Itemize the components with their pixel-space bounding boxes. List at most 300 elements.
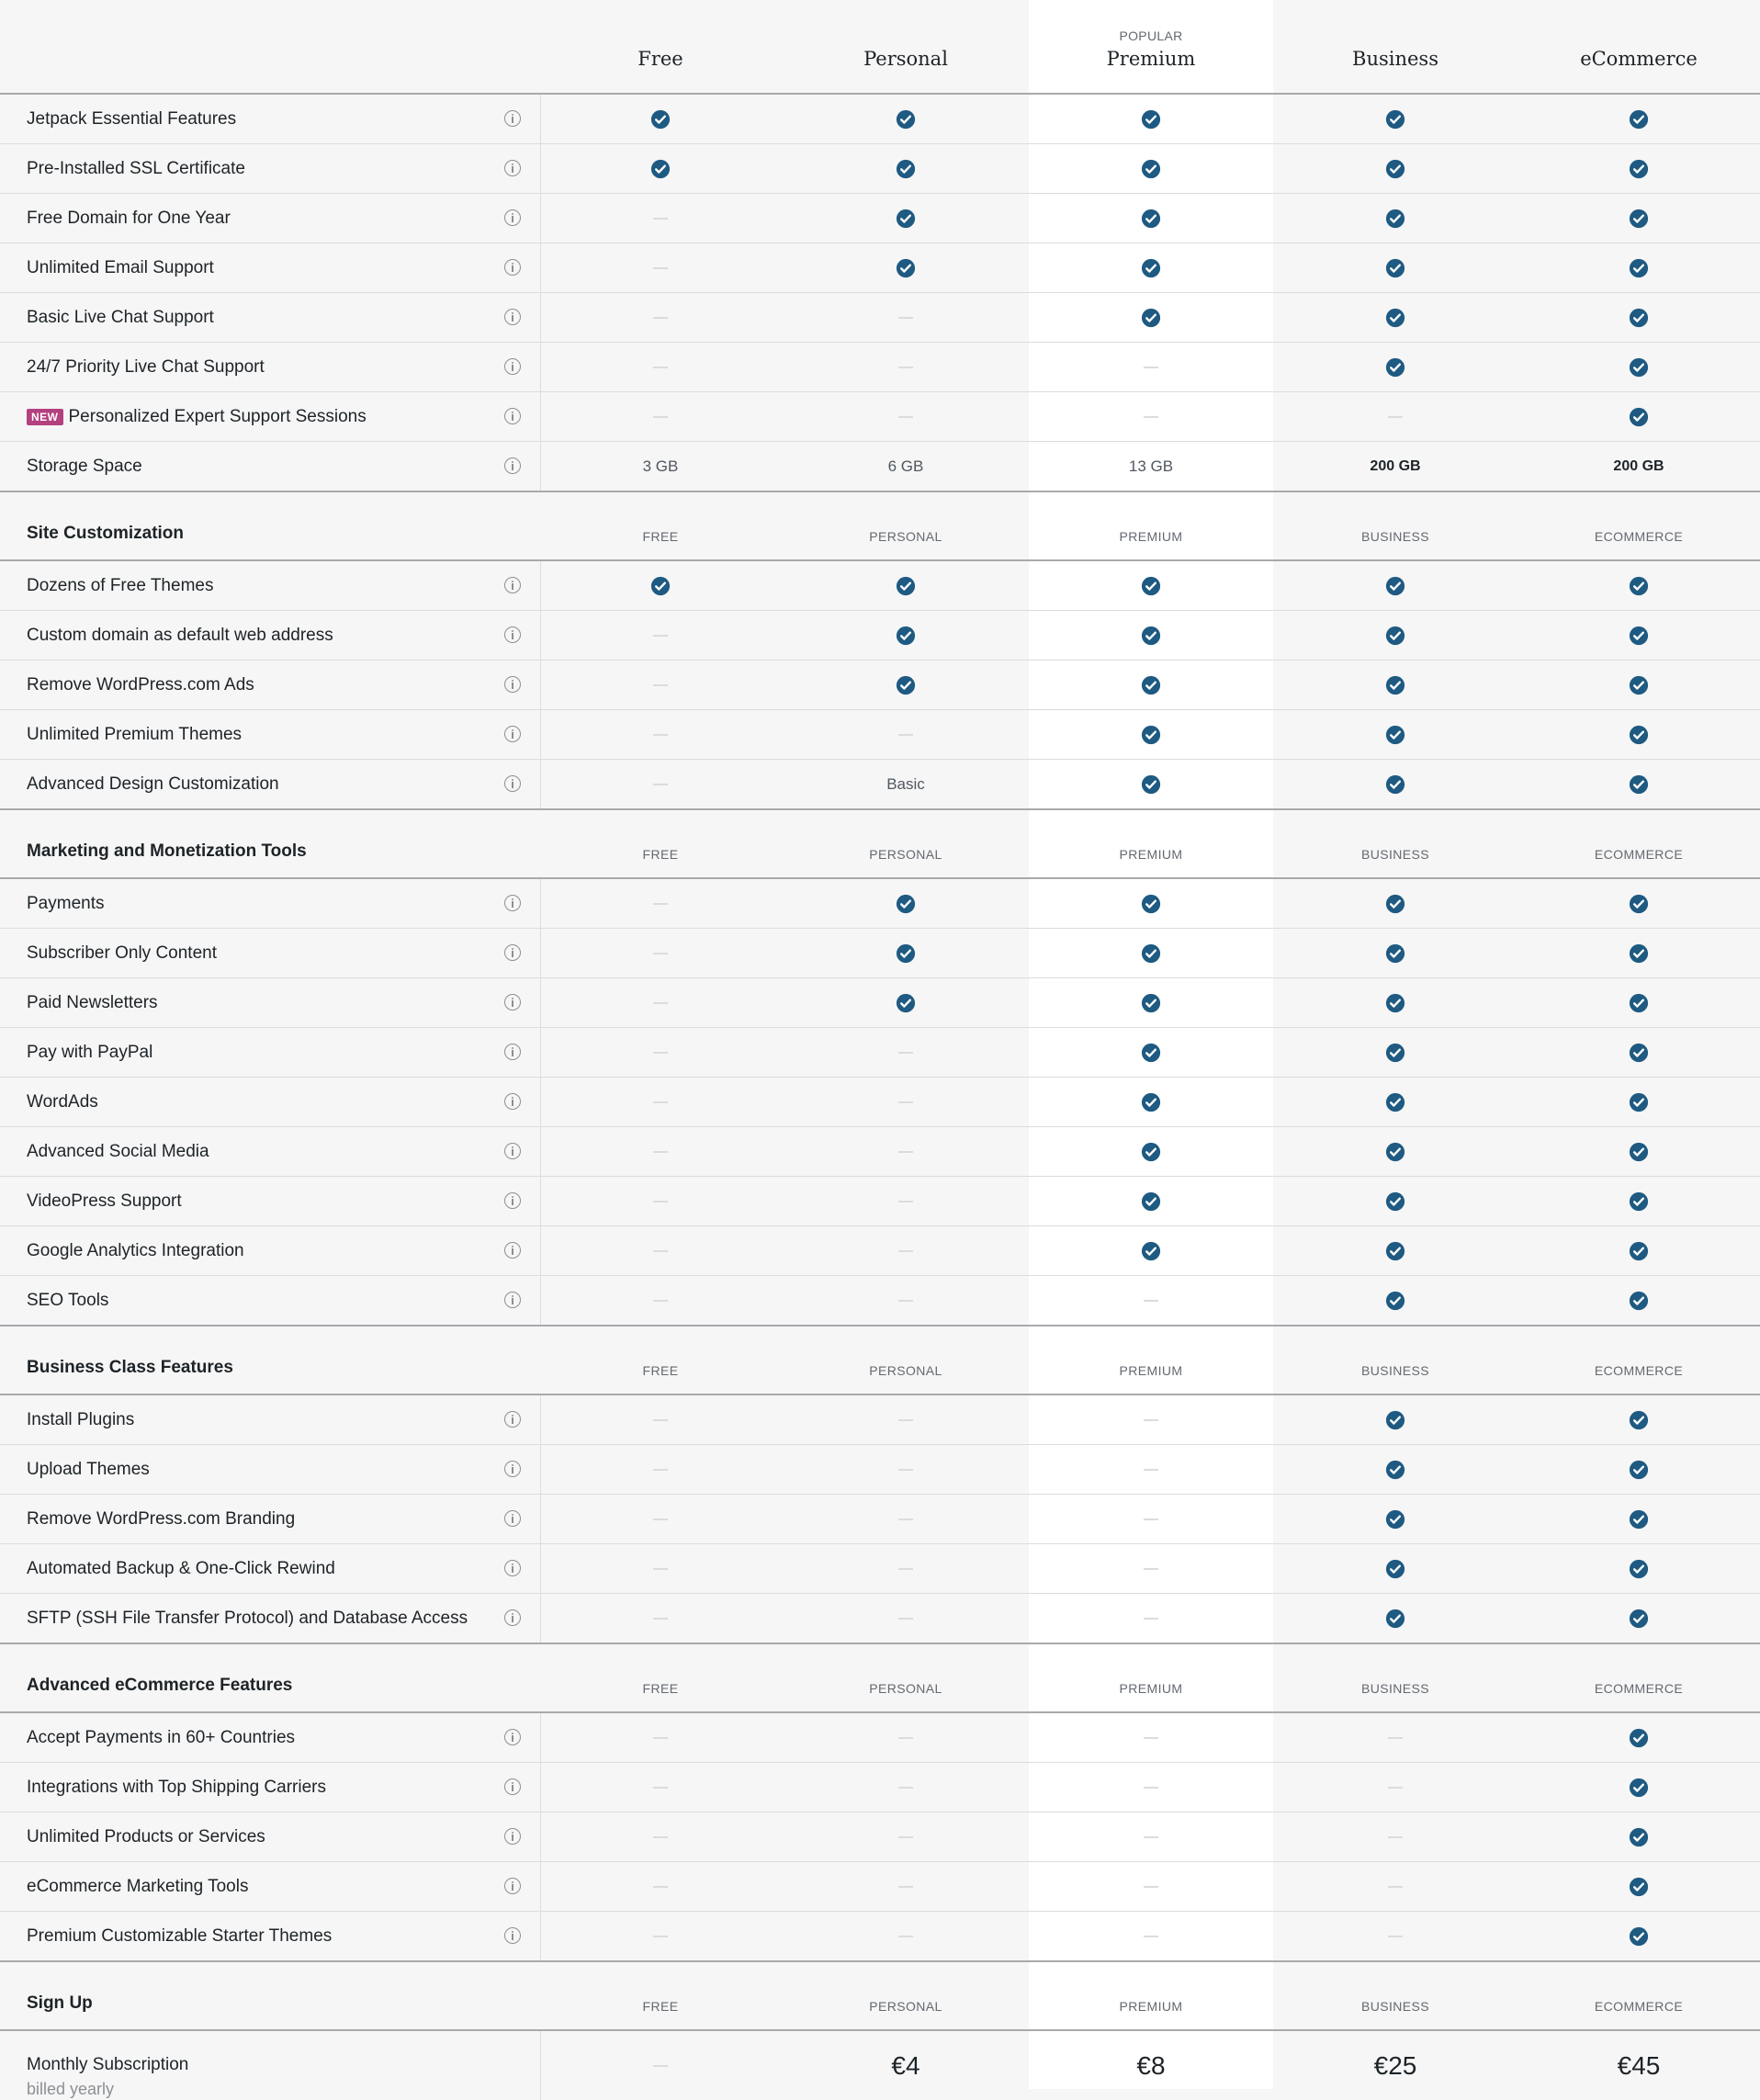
cell-premium — [1029, 561, 1273, 610]
feature-label — [27, 1127, 209, 1176]
feature-label-text: Unlimited Products or Services — [27, 1826, 265, 1846]
price-premium — [1029, 2031, 1273, 2100]
not-included-dash — [898, 1201, 913, 1202]
cell-ecommerce — [1517, 879, 1760, 928]
price-ecommerce — [1517, 2031, 1760, 2100]
cell-premium — [1029, 1226, 1273, 1275]
check-circle-icon — [1629, 1877, 1649, 1897]
cell-business — [1273, 1028, 1517, 1077]
check-circle-icon — [1629, 943, 1649, 964]
cell-business — [1273, 243, 1517, 292]
plan-short-label: PERSONAL — [869, 1999, 942, 2014]
feature-label-text: Advanced Design Customization — [27, 773, 279, 794]
cell-ecommerce — [1517, 1862, 1760, 1911]
not-included-dash — [898, 1787, 913, 1789]
info-icon[interactable] — [504, 209, 521, 226]
not-included-dash — [898, 734, 913, 736]
cell-business — [1273, 1812, 1517, 1861]
feature-row — [0, 660, 1760, 710]
info-icon[interactable] — [504, 1242, 521, 1259]
check-circle-icon — [1141, 109, 1161, 130]
cell-business — [1273, 929, 1517, 977]
cell-free — [538, 978, 783, 1027]
section-heading — [0, 810, 1760, 879]
cell-free — [538, 1544, 783, 1593]
check-circle-icon — [1629, 1926, 1649, 1947]
cell-personal — [784, 929, 1028, 977]
check-circle-icon — [1629, 209, 1649, 229]
check-circle-icon — [1385, 943, 1405, 964]
info-icon[interactable] — [504, 577, 521, 593]
feature-label-text: Install Plugins — [27, 1409, 135, 1429]
check-circle-icon — [1629, 1241, 1649, 1261]
feature-label-text: Remove WordPress.com Branding — [27, 1508, 296, 1529]
plan-label-cell — [1029, 1327, 1273, 1394]
cell-business — [1273, 144, 1517, 193]
feature-label — [27, 1078, 98, 1126]
feature-label — [27, 293, 214, 342]
feature-row — [0, 1445, 1760, 1495]
feature-label-text: Accept Payments in 60+ Countries — [27, 1727, 296, 1747]
cell-free — [538, 442, 783, 491]
check-circle-icon — [1385, 675, 1405, 695]
feature-row — [0, 929, 1760, 978]
feature-label — [27, 442, 142, 491]
feature-row — [0, 442, 1760, 492]
cell-personal — [784, 293, 1028, 342]
plan-short-label: PREMIUM — [1119, 847, 1183, 862]
check-circle-icon — [896, 993, 916, 1013]
not-included-dash — [1388, 1936, 1403, 1937]
not-included-dash — [898, 1101, 913, 1103]
not-included-dash — [1144, 1737, 1158, 1739]
not-included-dash — [653, 784, 668, 785]
not-included-dash — [1388, 1787, 1403, 1789]
cell-premium — [1029, 144, 1273, 193]
cell-ecommerce — [1517, 1445, 1760, 1494]
info-icon[interactable] — [504, 309, 521, 325]
cell-premium — [1029, 660, 1273, 709]
not-included-dash — [653, 1300, 668, 1302]
cell-free — [538, 1594, 783, 1643]
feature-label — [27, 95, 236, 143]
not-included-dash — [898, 1419, 913, 1421]
cell-business — [1273, 442, 1517, 491]
feature-row — [0, 1495, 1760, 1544]
cell-premium — [1029, 1445, 1273, 1494]
info-icon[interactable] — [504, 895, 521, 911]
info-icon[interactable] — [504, 408, 521, 424]
not-included-dash — [653, 367, 668, 368]
feature-label — [27, 194, 231, 243]
cell-premium — [1029, 392, 1273, 441]
info-icon[interactable] — [504, 1192, 521, 1209]
cell-business — [1273, 1713, 1517, 1762]
info-icon[interactable] — [504, 1461, 521, 1477]
cell-free — [538, 760, 783, 808]
not-included-dash — [1144, 1787, 1158, 1789]
section-heading — [0, 1327, 1760, 1395]
plan-label-cell — [1517, 1327, 1760, 1394]
cell-free — [538, 343, 783, 391]
not-included-dash — [653, 2065, 668, 2067]
feature-label — [27, 1763, 326, 1812]
cell-free — [538, 392, 783, 441]
check-circle-icon — [1629, 159, 1649, 179]
feature-label — [27, 760, 279, 808]
info-icon[interactable] — [504, 1093, 521, 1110]
feature-label-text: Free Domain for One Year — [27, 208, 231, 228]
info-icon[interactable] — [504, 775, 521, 792]
section-title: Marketing and Monetization Tools — [27, 841, 307, 861]
feature-row — [0, 978, 1760, 1028]
cell-premium — [1029, 710, 1273, 759]
plan-label-cell — [1517, 1962, 1760, 2029]
not-included-dash — [898, 1250, 913, 1252]
check-circle-icon — [1629, 774, 1649, 795]
cell-premium — [1029, 95, 1273, 143]
feature-value: Basic — [886, 774, 925, 793]
cell-business — [1273, 1862, 1517, 1911]
cell-ecommerce — [1517, 611, 1760, 660]
check-circle-icon — [896, 675, 916, 695]
check-circle-icon — [1141, 1043, 1161, 1063]
check-circle-icon — [1385, 1191, 1405, 1212]
price-value: €25 — [1373, 2050, 1417, 2080]
cell-free — [538, 1445, 783, 1494]
check-circle-icon — [1385, 894, 1405, 914]
check-circle-icon — [1141, 725, 1161, 745]
check-circle-icon — [896, 576, 916, 596]
plan-short-label: ECOMMERCE — [1594, 529, 1684, 544]
info-icon[interactable] — [504, 1143, 521, 1159]
check-circle-icon — [1629, 894, 1649, 914]
cell-business — [1273, 1127, 1517, 1176]
cell-free — [538, 1078, 783, 1126]
feature-sections — [0, 95, 1760, 1962]
cell-business — [1273, 1544, 1517, 1593]
not-included-dash — [898, 1618, 913, 1620]
plan-short-label: ECOMMERCE — [1594, 1999, 1684, 2014]
check-circle-icon — [896, 894, 916, 914]
check-circle-icon — [1629, 1142, 1649, 1162]
plan-name: Personal — [863, 48, 948, 70]
not-included-dash — [653, 1568, 668, 1570]
not-included-dash — [1388, 416, 1403, 418]
cell-premium — [1029, 1594, 1273, 1643]
check-circle-icon — [896, 159, 916, 179]
plan-label-cell — [784, 810, 1028, 877]
not-included-dash — [898, 1519, 913, 1520]
feature-label-text: Advanced Social Media — [27, 1141, 209, 1161]
check-circle-icon — [1141, 1142, 1161, 1162]
not-included-dash — [653, 1737, 668, 1739]
feature-label — [27, 1594, 468, 1643]
cell-business — [1273, 392, 1517, 441]
feature-row — [0, 392, 1760, 442]
info-icon[interactable] — [504, 1044, 521, 1060]
cell-premium — [1029, 1763, 1273, 1812]
plan-short-label: PREMIUM — [1119, 1999, 1183, 2014]
feature-label — [27, 1544, 335, 1593]
check-circle-icon — [1629, 1460, 1649, 1480]
not-included-dash — [653, 1250, 668, 1252]
cell-ecommerce — [1517, 660, 1760, 709]
cell-personal — [784, 1276, 1028, 1325]
feature-row — [0, 1763, 1760, 1812]
feature-label-text: Integrations with Top Shipping Carriers — [27, 1777, 326, 1797]
not-included-dash — [1144, 1469, 1158, 1471]
info-icon[interactable] — [504, 1729, 521, 1745]
plan-label-cell — [538, 492, 783, 559]
feature-row — [0, 144, 1760, 194]
plan-short-label: PERSONAL — [869, 529, 942, 544]
cell-ecommerce — [1517, 343, 1760, 391]
not-included-dash — [1144, 367, 1158, 368]
plan-short-label: FREE — [642, 1363, 679, 1378]
check-circle-icon — [1629, 1609, 1649, 1629]
feature-row — [0, 1912, 1760, 1962]
cell-free — [538, 1395, 783, 1444]
info-icon[interactable] — [504, 358, 521, 375]
info-icon[interactable] — [504, 1560, 521, 1576]
not-included-dash — [653, 218, 668, 220]
feature-row — [0, 1544, 1760, 1594]
price-business — [1273, 2031, 1517, 2100]
not-included-dash — [653, 267, 668, 269]
not-included-dash — [1388, 1737, 1403, 1739]
plan-header-free — [538, 0, 783, 93]
cell-free — [538, 879, 783, 928]
info-icon[interactable] — [504, 1878, 521, 1894]
check-circle-icon — [650, 159, 671, 179]
not-included-dash — [653, 953, 668, 954]
plan-short-label: FREE — [642, 1681, 679, 1696]
cell-business — [1273, 194, 1517, 243]
info-icon[interactable] — [504, 1292, 521, 1308]
cell-personal — [784, 660, 1028, 709]
plan-name: Free — [637, 48, 683, 70]
section-title: Business Class Features — [27, 1358, 233, 1377]
feature-row — [0, 194, 1760, 243]
cell-business — [1273, 1395, 1517, 1444]
cell-premium — [1029, 1177, 1273, 1225]
plan-name: eCommerce — [1580, 48, 1698, 70]
feature-label-text: Paid Newsletters — [27, 992, 158, 1012]
cell-premium — [1029, 1812, 1273, 1861]
cell-premium — [1029, 879, 1273, 928]
section-heading — [0, 492, 1760, 561]
not-included-dash — [898, 1737, 913, 1739]
cell-premium — [1029, 1078, 1273, 1126]
check-circle-icon — [1385, 1559, 1405, 1579]
billing-note: billed yearly — [27, 2080, 115, 2098]
not-included-dash — [653, 1519, 668, 1520]
check-circle-icon — [1385, 159, 1405, 179]
cell-premium — [1029, 1544, 1273, 1593]
feature-label — [27, 710, 242, 759]
not-included-dash — [653, 1101, 668, 1103]
info-icon[interactable] — [504, 1411, 521, 1428]
cell-premium — [1029, 1127, 1273, 1176]
info-icon[interactable] — [504, 726, 521, 742]
check-circle-icon — [1629, 1291, 1649, 1311]
cell-premium — [1029, 1028, 1273, 1077]
check-circle-icon — [896, 258, 916, 278]
not-included-dash — [653, 1836, 668, 1838]
feature-row — [0, 95, 1760, 144]
plan-label-cell — [538, 1962, 783, 2029]
cell-personal — [784, 1395, 1028, 1444]
info-icon[interactable] — [504, 1778, 521, 1795]
not-included-dash — [898, 1469, 913, 1471]
plan-short-label: FREE — [642, 529, 679, 544]
feature-value: 6 GB — [887, 457, 924, 475]
plan-label-cell — [538, 1644, 783, 1711]
not-included-dash — [653, 1886, 668, 1888]
info-icon[interactable] — [504, 627, 521, 643]
check-circle-icon — [1141, 993, 1161, 1013]
not-included-dash — [653, 1618, 668, 1620]
plan-short-label: PREMIUM — [1119, 529, 1183, 544]
not-included-dash — [1144, 1886, 1158, 1888]
plan-label-cell — [1517, 492, 1760, 559]
plan-short-label: PREMIUM — [1119, 1681, 1183, 1696]
feature-row — [0, 561, 1760, 611]
price-personal — [784, 2031, 1028, 2100]
check-circle-icon — [1385, 1460, 1405, 1480]
check-circle-icon — [1385, 308, 1405, 328]
not-included-dash — [653, 416, 668, 418]
info-icon[interactable] — [504, 1510, 521, 1527]
check-circle-icon — [1629, 1509, 1649, 1530]
cell-ecommerce — [1517, 760, 1760, 808]
feature-label-text: 24/7 Priority Live Chat Support — [27, 356, 265, 377]
feature-label-text: Remove WordPress.com Ads — [27, 674, 254, 694]
cell-business — [1273, 561, 1517, 610]
feature-row — [0, 1594, 1760, 1644]
cell-ecommerce — [1517, 1395, 1760, 1444]
cell-free — [538, 1177, 783, 1225]
info-icon[interactable] — [504, 1927, 521, 1944]
feature-label-text: Pay with PayPal — [27, 1042, 153, 1062]
cell-premium — [1029, 343, 1273, 391]
cell-ecommerce — [1517, 442, 1760, 491]
plan-name: Premium — [1106, 48, 1196, 70]
not-included-dash — [1144, 1568, 1158, 1570]
not-included-dash — [898, 1052, 913, 1054]
info-icon[interactable] — [504, 457, 521, 474]
feature-value: 200 GB — [1370, 457, 1421, 474]
feature-label-text: Dozens of Free Themes — [27, 575, 214, 595]
feature-row — [0, 611, 1760, 660]
cell-free — [538, 1812, 783, 1861]
check-circle-icon — [1385, 357, 1405, 378]
plan-label-cell — [1273, 1644, 1517, 1711]
cell-ecommerce — [1517, 710, 1760, 759]
cell-premium — [1029, 293, 1273, 342]
check-circle-icon — [1141, 1092, 1161, 1112]
info-icon[interactable] — [504, 259, 521, 276]
feature-label-text: VideoPress Support — [27, 1191, 182, 1211]
cell-ecommerce — [1517, 243, 1760, 292]
cell-free — [538, 710, 783, 759]
cell-personal — [784, 442, 1028, 491]
check-circle-icon — [1141, 159, 1161, 179]
check-circle-icon — [1629, 258, 1649, 278]
feature-label — [27, 611, 333, 660]
info-icon[interactable] — [504, 1828, 521, 1845]
feature-row — [0, 1177, 1760, 1226]
check-circle-icon — [1629, 576, 1649, 596]
info-icon[interactable] — [504, 944, 521, 961]
check-circle-icon — [1385, 1092, 1405, 1112]
check-circle-icon — [1141, 894, 1161, 914]
info-icon[interactable] — [504, 110, 521, 127]
not-included-dash — [1388, 1886, 1403, 1888]
check-circle-icon — [1629, 725, 1649, 745]
feature-row — [0, 1276, 1760, 1327]
not-included-dash — [1144, 416, 1158, 418]
feature-label — [27, 1028, 152, 1077]
check-circle-icon — [1629, 993, 1649, 1013]
cell-personal — [784, 194, 1028, 243]
cell-ecommerce — [1517, 978, 1760, 1027]
cell-premium — [1029, 760, 1273, 808]
cell-ecommerce — [1517, 95, 1760, 143]
check-circle-icon — [1141, 626, 1161, 646]
feature-label — [27, 1395, 134, 1444]
plan-label-cell — [1029, 1962, 1273, 2029]
cell-ecommerce — [1517, 929, 1760, 977]
plan-short-label: PERSONAL — [869, 847, 942, 862]
cell-free — [538, 1127, 783, 1176]
not-included-dash — [653, 317, 668, 319]
info-icon[interactable] — [504, 1609, 521, 1626]
plan-short-label: BUSINESS — [1361, 1363, 1429, 1378]
feature-label-text: WordAds — [27, 1091, 98, 1112]
plan-label-cell — [1273, 810, 1517, 877]
feature-label — [27, 978, 158, 1027]
check-circle-icon — [1385, 1291, 1405, 1311]
plan-short-label: PERSONAL — [869, 1363, 942, 1378]
check-circle-icon — [1629, 109, 1649, 130]
cell-ecommerce — [1517, 1177, 1760, 1225]
plans-header-row — [0, 0, 1760, 95]
feature-label — [27, 243, 214, 292]
plan-label-cell — [1029, 810, 1273, 877]
plan-label-cell — [784, 1327, 1028, 1394]
plan-label-cell — [1273, 1962, 1517, 2029]
not-included-dash — [653, 1469, 668, 1471]
monthly-subscription-row — [0, 2031, 1760, 2100]
cell-ecommerce — [1517, 144, 1760, 193]
feature-row — [0, 1127, 1760, 1177]
info-icon[interactable] — [504, 160, 521, 176]
info-icon[interactable] — [504, 994, 521, 1010]
feature-label — [27, 1812, 265, 1861]
info-icon[interactable] — [504, 676, 521, 693]
plan-short-label: FREE — [642, 1999, 679, 2014]
not-included-dash — [898, 1886, 913, 1888]
not-included-dash — [898, 416, 913, 418]
cell-personal — [784, 760, 1028, 808]
feature-label-text: Subscriber Only Content — [27, 943, 217, 963]
check-circle-icon — [1141, 943, 1161, 964]
feature-label-text: Basic Live Chat Support — [27, 307, 214, 327]
plan-label-cell — [784, 1962, 1028, 2029]
cell-free — [538, 929, 783, 977]
